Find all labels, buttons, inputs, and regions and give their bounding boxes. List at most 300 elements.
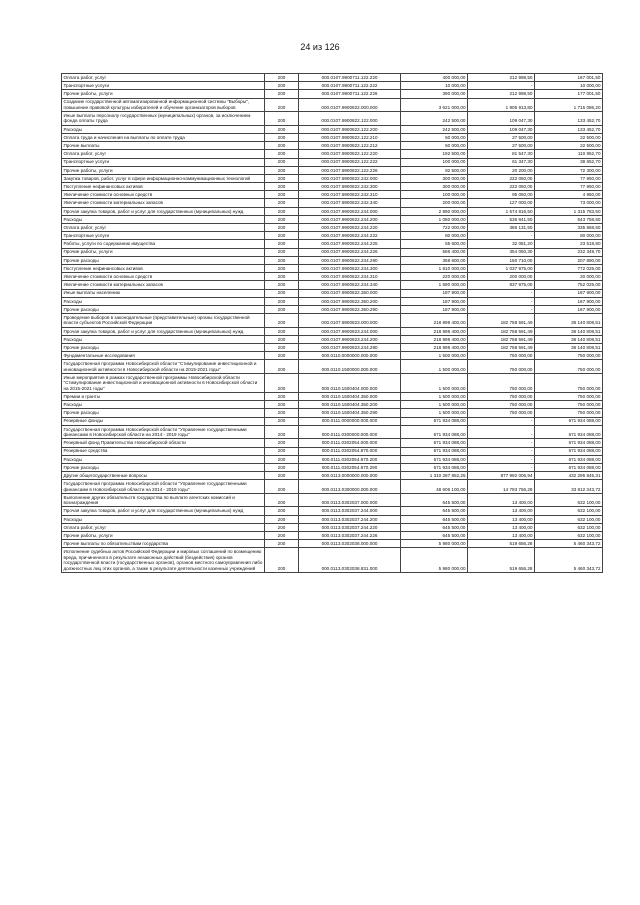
row-code-cell: 000.0111.0302054.870.000	[299, 447, 401, 455]
row-executed-cell: 150 710,00	[468, 256, 535, 264]
row-code-cell: 000.0111.0302054.870.290	[299, 463, 401, 471]
table-row	[62, 352, 603, 360]
row-approved-cell: 218 899 400,00	[401, 335, 468, 343]
table-row	[62, 507, 603, 515]
row-name-cell: Иные выплаты населению	[62, 289, 265, 297]
row-executed-cell: 750 000,00	[468, 374, 535, 393]
row-kvr-cell: 200	[265, 344, 299, 352]
row-name-cell: Расходы	[62, 455, 265, 463]
table-row	[62, 493, 603, 507]
row-kvr-cell: 200	[265, 166, 299, 174]
row-kvr-cell: 200	[265, 150, 299, 158]
row-name-cell: Прочие работы, услуги	[62, 248, 265, 256]
table-row	[62, 133, 603, 141]
row-approved-cell: 671 934 088,00	[401, 463, 468, 471]
row-name-cell: Поступление нефинансовых активов	[62, 264, 265, 272]
table-row	[62, 463, 603, 471]
row-remaining-cell: 77 950,00	[535, 174, 603, 182]
row-executed-cell: 750 000,00	[468, 393, 535, 401]
row-remaining-cell: 750 000,00	[535, 352, 603, 360]
row-remaining-cell: 543 758,50	[535, 215, 603, 223]
row-name-cell: Увеличение стоимости основных средств	[62, 191, 265, 199]
row-code-cell: 000.0107.9900822.122.212	[299, 142, 401, 150]
row-approved-cell: 187 900,00	[401, 289, 468, 297]
row-kvr-cell: 200	[265, 327, 299, 335]
row-name-cell: Резервный фонд Правительства Новосибирской области	[62, 439, 265, 447]
row-remaining-cell: 187 001,50	[535, 74, 603, 82]
table-row	[62, 417, 603, 425]
row-approved-cell: 671 934 088,00	[401, 439, 468, 447]
row-kvr-cell: 200	[265, 409, 299, 417]
row-code-cell: 000.0107.9900711.122.226	[299, 90, 401, 98]
row-approved-cell: 5 980 000,00	[401, 540, 468, 548]
row-code-cell: 000.0113.0000000.000.000	[299, 472, 401, 480]
row-kvr-cell: 200	[265, 224, 299, 232]
row-code-cell: 000.0107.9900823.244.000	[299, 327, 401, 335]
row-executed-cell: 877 992 006,94	[468, 472, 535, 480]
row-executed-cell: -	[468, 297, 535, 305]
table-row	[62, 374, 603, 393]
row-name-cell: Увеличение стоимости материальных запасов	[62, 281, 265, 289]
table-row	[62, 455, 603, 463]
row-kvr-cell: 200	[265, 98, 299, 112]
table-row	[62, 199, 603, 207]
row-remaining-cell: 671 934 088,00	[535, 463, 603, 471]
row-remaining-cell: 187 900,00	[535, 289, 603, 297]
row-executed-cell: 212 998,50	[468, 90, 535, 98]
row-name-cell: Резервные средства	[62, 447, 265, 455]
row-name-cell: Расходы	[62, 401, 265, 409]
row-executed-cell: 222 050,00	[468, 183, 535, 191]
row-name-cell: Транспортные услуги	[62, 158, 265, 166]
row-approved-cell: 358 600,00	[401, 256, 468, 264]
row-executed-cell: -	[468, 447, 535, 455]
row-name-cell: Государственная программа Новосибирской области "Стимулирование инвестиционной и инновационной активности в Новосибирской области на 2015-2021 годы"	[62, 360, 265, 374]
row-name-cell: Прочие расходы	[62, 463, 265, 471]
row-code-cell: 000.0107.9900822.242.000	[299, 174, 401, 182]
row-remaining-cell: 73 000,00	[535, 199, 603, 207]
row-code-cell: 000.0107.9900822.244.226	[299, 248, 401, 256]
row-remaining-cell: 10 000,00	[535, 82, 603, 90]
row-kvr-cell: 200	[265, 256, 299, 264]
row-approved-cell: 1 500 000,00	[401, 360, 468, 374]
budget-table	[61, 73, 603, 573]
table-row	[62, 281, 603, 289]
row-approved-cell: 218 899 400,00	[401, 327, 468, 335]
row-kvr-cell: 200	[265, 305, 299, 313]
row-code-cell: 000.0113.0302037.244.226	[299, 532, 401, 540]
row-name-cell: Иные выплаты персоналу государственных (муниципальных) органов, за исключением фонда оплаты труда	[62, 112, 265, 126]
row-kvr-cell: 200	[265, 289, 299, 297]
row-approved-cell: 5 980 000,00	[401, 548, 468, 572]
row-executed-cell: 13 400,00	[468, 523, 535, 531]
row-executed-cell: 750 000,00	[468, 401, 535, 409]
row-code-cell: 000.0110.1500000.000.000	[299, 360, 401, 374]
row-approved-cell: 645 500,00	[401, 532, 468, 540]
row-name-cell: Расходы	[62, 297, 265, 305]
row-executed-cell: 127 000,00	[468, 199, 535, 207]
row-code-cell: 000.0107.9900822.244.340	[299, 281, 401, 289]
table-row	[62, 90, 603, 98]
row-kvr-cell: 200	[265, 360, 299, 374]
row-approved-cell: 2 890 000,00	[401, 207, 468, 215]
row-code-cell: 000.0107.9900822.242.310	[299, 191, 401, 199]
row-kvr-cell: 200	[265, 532, 299, 540]
row-code-cell: 000.0110.1500404.350.000	[299, 393, 401, 401]
row-code-cell: 000.0107.9900822.122.000	[299, 112, 401, 126]
row-approved-cell: 242 500,00	[401, 125, 468, 133]
row-kvr-cell: 200	[265, 158, 299, 166]
row-approved-cell: 200 000,00	[401, 199, 468, 207]
row-approved-cell: 722 000,00	[401, 224, 468, 232]
row-approved-cell: 400 000,00	[401, 74, 468, 82]
row-approved-cell: 645 500,00	[401, 523, 468, 531]
row-remaining-cell: 187 900,00	[535, 297, 603, 305]
row-remaining-cell: 20 000,00	[535, 273, 603, 281]
table-row	[62, 142, 603, 150]
row-kvr-cell: 200	[265, 240, 299, 248]
row-approved-cell: 300 000,00	[401, 174, 468, 182]
row-code-cell: 000.0111.0300000.000.000	[299, 425, 401, 439]
row-remaining-cell: 33 812 343,72	[535, 480, 603, 494]
row-executed-cell: 27 500,00	[468, 142, 535, 150]
table-row	[62, 112, 603, 126]
row-executed-cell: 750 000,00	[468, 360, 535, 374]
row-executed-cell: 182 758 591,49	[468, 344, 535, 352]
row-code-cell: 000.0110.1500404.350.290	[299, 409, 401, 417]
row-remaining-cell: 1 715 086,20	[535, 98, 603, 112]
row-approved-cell: 92 500,00	[401, 166, 468, 174]
row-executed-cell: -	[468, 439, 535, 447]
row-code-cell: 000.0107.9900823.244.290	[299, 344, 401, 352]
row-kvr-cell: 200	[265, 191, 299, 199]
table-row	[62, 125, 603, 133]
table-row	[62, 82, 603, 90]
row-code-cell: 000.0110.1500404.000.000	[299, 374, 401, 393]
row-code-cell: 000.0107.9900823.244.200	[299, 335, 401, 343]
row-kvr-cell: 200	[265, 417, 299, 425]
row-executed-cell: 81 547,30	[468, 150, 535, 158]
row-code-cell: 000.0107.9900822.360.200	[299, 297, 401, 305]
row-executed-cell: 13 400,00	[468, 507, 535, 515]
row-kvr-cell: 200	[265, 455, 299, 463]
row-executed-cell: 536 841,50	[468, 215, 535, 223]
row-kvr-cell: 200	[265, 215, 299, 223]
row-code-cell: 000.0113.0302037.244.220	[299, 523, 401, 531]
row-kvr-cell: 200	[265, 374, 299, 393]
row-approved-cell: 187 900,00	[401, 297, 468, 305]
row-name-cell: Оплата работ, услуг	[62, 74, 265, 82]
row-executed-cell: 14 793 756,28	[468, 480, 535, 494]
row-kvr-cell: 200	[265, 515, 299, 523]
row-kvr-cell: 200	[265, 183, 299, 191]
row-executed-cell: 750 000,00	[468, 409, 535, 417]
row-name-cell: Увеличение стоимости материальных запасов	[62, 199, 265, 207]
row-name-cell: Закупка товаров, работ, услуг в сфере информационно-коммуникационных технологий	[62, 174, 265, 182]
row-name-cell: Премии и гранты	[62, 393, 265, 401]
row-name-cell: Прочие расходы	[62, 409, 265, 417]
row-remaining-cell: 752 025,00	[535, 281, 603, 289]
row-code-cell: 000.0111.0302054.000.000	[299, 439, 401, 447]
row-executed-cell: 386 131,50	[468, 224, 535, 232]
row-approved-cell: 671 934 088,00	[401, 425, 468, 439]
table-row	[62, 439, 603, 447]
row-kvr-cell: 200	[265, 273, 299, 281]
table-body	[62, 74, 603, 573]
row-executed-cell: 13 400,00	[468, 532, 535, 540]
row-approved-cell: 192 500,00	[401, 150, 468, 158]
row-approved-cell: 3 621 000,00	[401, 98, 468, 112]
row-executed-cell: 32 081,20	[468, 240, 535, 248]
row-approved-cell: 1 310 287 852,25	[401, 472, 468, 480]
row-approved-cell: 242 500,00	[401, 112, 468, 126]
row-remaining-cell: 671 934 088,00	[535, 439, 603, 447]
table-row	[62, 98, 603, 112]
row-executed-cell: -	[468, 425, 535, 439]
row-name-cell: Прочая закупка товаров, работ и услуг для государственных (муниципальных) нужд	[62, 327, 265, 335]
row-name-cell: Прочие расходы	[62, 256, 265, 264]
table-row	[62, 174, 603, 182]
row-executed-cell: 519 656,28	[468, 548, 535, 572]
row-code-cell: 000.0113.0302038.831.000	[299, 548, 401, 572]
row-approved-cell: 1 500 000,00	[401, 352, 468, 360]
row-name-cell: Создание государственной автоматизированной информационной системы "Выборы", повышение правовой культуры избирателей и обучение организаторов выборов	[62, 98, 265, 112]
row-kvr-cell: 200	[265, 74, 299, 82]
row-remaining-cell: 632 100,00	[535, 507, 603, 515]
row-kvr-cell: 200	[265, 480, 299, 494]
table-row	[62, 548, 603, 572]
row-kvr-cell: 200	[265, 264, 299, 272]
row-remaining-cell: 5 460 343,72	[535, 540, 603, 548]
row-name-cell: Увеличение стоимости основных средств	[62, 273, 265, 281]
row-remaining-cell: 36 140 808,51	[535, 344, 603, 352]
row-kvr-cell: 200	[265, 493, 299, 507]
row-kvr-cell: 200	[265, 232, 299, 240]
row-remaining-cell: 232 349,70	[535, 248, 603, 256]
row-executed-cell: -	[468, 417, 535, 425]
row-executed-cell: -	[468, 305, 535, 313]
table-row	[62, 158, 603, 166]
row-kvr-cell: 200	[265, 174, 299, 182]
row-approved-cell: 48 606 100,00	[401, 480, 468, 494]
row-kvr-cell: 200	[265, 439, 299, 447]
row-code-cell: 000.0107.9900822.242.300	[299, 183, 401, 191]
row-remaining-cell: 671 934 088,00	[535, 447, 603, 455]
row-executed-cell: -	[468, 289, 535, 297]
row-name-cell: Другие общегосударственные вопросы	[62, 472, 265, 480]
row-approved-cell: 1 500 000,00	[401, 409, 468, 417]
table-row	[62, 74, 603, 82]
row-executed-cell: -	[468, 232, 535, 240]
row-code-cell: 000.0113.0300000.000.000	[299, 480, 401, 494]
row-kvr-cell: 200	[265, 142, 299, 150]
row-name-cell: Проведение выборов в законодательные (представительные) органы государственной власти субъектов Российской Федерации	[62, 314, 265, 328]
table-row	[62, 480, 603, 494]
table-row	[62, 472, 603, 480]
row-approved-cell: 55 600,00	[401, 240, 468, 248]
row-executed-cell: 837 975,00	[468, 281, 535, 289]
row-kvr-cell: 200	[265, 335, 299, 343]
row-name-cell: Иные мероприятия в рамках государственной программы Новосибирской области "Стимулирование инвестиционной и инновационной активности в Новосибирской области на 2015-2021 годы"	[62, 374, 265, 393]
table-row	[62, 273, 603, 281]
row-name-cell: Прочие расходы	[62, 344, 265, 352]
table-row	[62, 248, 603, 256]
row-remaining-cell: 750 000,00	[535, 374, 603, 393]
row-kvr-cell: 200	[265, 447, 299, 455]
row-remaining-cell: 36 140 808,51	[535, 327, 603, 335]
table-row	[62, 532, 603, 540]
row-approved-cell: 220 000,00	[401, 273, 468, 281]
row-kvr-cell: 200	[265, 425, 299, 439]
row-approved-cell: 218 899 400,00	[401, 314, 468, 328]
row-name-cell: Транспортные услуги	[62, 232, 265, 240]
row-executed-cell: 109 047,30	[468, 112, 535, 126]
table-row	[62, 191, 603, 199]
row-remaining-cell: 5 460 343,72	[535, 548, 603, 572]
row-remaining-cell: 80 000,00	[535, 232, 603, 240]
row-code-cell: 000.0107.9900822.360.290	[299, 305, 401, 313]
table-row	[62, 327, 603, 335]
row-remaining-cell: 632 100,00	[535, 493, 603, 507]
row-approved-cell: 80 000,00	[401, 232, 468, 240]
row-approved-cell: 300 000,00	[401, 183, 468, 191]
row-code-cell: 000.0107.9900823.000.000	[299, 314, 401, 328]
row-name-cell: Расходы	[62, 515, 265, 523]
row-name-cell: Выполнение других обязательств государства по выплате агентских комиссий и вознаграждения	[62, 493, 265, 507]
row-executed-cell: 13 400,00	[468, 493, 535, 507]
row-executed-cell: -	[468, 82, 535, 90]
table-row	[62, 314, 603, 328]
row-executed-cell: 1 574 816,50	[468, 207, 535, 215]
row-kvr-cell: 200	[265, 401, 299, 409]
row-kvr-cell: 200	[265, 125, 299, 133]
row-name-cell: Транспортные услуги	[62, 82, 265, 90]
row-approved-cell: 1 500 000,00	[401, 374, 468, 393]
row-kvr-cell: 200	[265, 463, 299, 471]
table-row	[62, 515, 603, 523]
table-row	[62, 215, 603, 223]
row-name-cell: Поступление нефинансовых активов	[62, 183, 265, 191]
row-name-cell: Расходы	[62, 215, 265, 223]
table-row	[62, 401, 603, 409]
row-code-cell: 000.0107.9900822.360.000	[299, 289, 401, 297]
row-code-cell: 000.0107.9900822.242.340	[299, 199, 401, 207]
row-kvr-cell: 200	[265, 207, 299, 215]
row-name-cell: Оплата труда и начисления на выплаты по оплате труда	[62, 133, 265, 141]
row-code-cell: 000.0113.0302037.244.200	[299, 515, 401, 523]
row-name-cell: Прочие выплаты по обязательствам государства	[62, 540, 265, 548]
row-executed-cell: 61 347,30	[468, 158, 535, 166]
row-kvr-cell: 200	[265, 507, 299, 515]
row-name-cell: Государственная программа Новосибирской области "Управление государственными финансами в Новосибирской области на 2014 - 2019 годы"	[62, 425, 265, 439]
row-remaining-cell: 671 934 088,00	[535, 417, 603, 425]
row-remaining-cell: 1 315 783,50	[535, 207, 603, 215]
row-remaining-cell: 671 934 088,00	[535, 425, 603, 439]
row-executed-cell: -	[468, 463, 535, 471]
row-code-cell: 000.0107.9900822.244.290	[299, 256, 401, 264]
row-executed-cell: 1 905 913,80	[468, 98, 535, 112]
row-remaining-cell: 750 000,00	[535, 393, 603, 401]
row-executed-cell: 109 047,30	[468, 125, 535, 133]
row-code-cell: 000.0107.9900822.244.222	[299, 232, 401, 240]
row-approved-cell: 1 500 000,00	[401, 393, 468, 401]
row-code-cell: 000.0107.9900822.244.225	[299, 240, 401, 248]
table-row	[62, 183, 603, 191]
row-kvr-cell: 200	[265, 82, 299, 90]
table-row	[62, 289, 603, 297]
row-executed-cell: -	[468, 455, 535, 463]
row-code-cell: 000.0107.9900822.122.222	[299, 158, 401, 166]
row-remaining-cell: 432 295 845,31	[535, 472, 603, 480]
row-remaining-cell: 335 868,50	[535, 224, 603, 232]
row-executed-cell: 519 656,28	[468, 540, 535, 548]
row-kvr-cell: 200	[265, 314, 299, 328]
row-name-cell: Работы, услуги по содержанию имущества	[62, 240, 265, 248]
row-remaining-cell: 133 452,70	[535, 125, 603, 133]
row-kvr-cell: 200	[265, 133, 299, 141]
table-row	[62, 425, 603, 439]
row-approved-cell: 645 500,00	[401, 493, 468, 507]
row-name-cell: Прочая закупка товаров, работ и услуг для государственных (муниципальных) нужд	[62, 507, 265, 515]
row-executed-cell: 182 758 591,49	[468, 327, 535, 335]
row-name-cell: Исполнение судебных актов Российской Федерации и мировых соглашений по возмещению вреда, причиненного в результате незаконных действий (бездействия) органов государственной власти (государственных органов), органов местного самоуправления либо должностных лиц этих органов, а также в результате деятельности казенных учреждений	[62, 548, 265, 572]
row-executed-cell: 27 500,00	[468, 133, 535, 141]
row-approved-cell: 1 810 000,00	[401, 264, 468, 272]
table-row	[62, 409, 603, 417]
row-executed-cell: 13 400,00	[468, 515, 535, 523]
row-approved-cell: 100 000,00	[401, 158, 468, 166]
table-row	[62, 523, 603, 531]
row-remaining-cell: 22 500,00	[535, 142, 603, 150]
row-code-cell: 000.0107.9900822.122.226	[299, 166, 401, 174]
table-row	[62, 297, 603, 305]
row-code-cell: 000.0107.9900822.244.220	[299, 224, 401, 232]
table-row	[62, 224, 603, 232]
row-name-cell: Расходы	[62, 335, 265, 343]
row-approved-cell: 50 000,00	[401, 133, 468, 141]
row-remaining-cell: 4 950,00	[535, 191, 603, 199]
row-executed-cell: 20 200,00	[468, 166, 535, 174]
row-approved-cell: 586 400,00	[401, 248, 468, 256]
row-remaining-cell: 23 518,80	[535, 240, 603, 248]
row-code-cell: 000.0113.0302037.244.000	[299, 507, 401, 515]
row-executed-cell: 750 000,00	[468, 352, 535, 360]
row-name-cell: Прочая закупка товаров, работ и услуг для государственных (муниципальных) нужд	[62, 207, 265, 215]
table-row	[62, 344, 603, 352]
row-executed-cell: 182 758 591,49	[468, 314, 535, 328]
row-remaining-cell: 177 001,50	[535, 90, 603, 98]
row-code-cell: 000.0110.0000000.000.000	[299, 352, 401, 360]
table-row	[62, 256, 603, 264]
table-row	[62, 207, 603, 215]
table-row	[62, 540, 603, 548]
row-remaining-cell: 632 100,00	[535, 523, 603, 531]
row-name-cell: Прочие расходы	[62, 305, 265, 313]
row-remaining-cell: 187 900,00	[535, 305, 603, 313]
row-kvr-cell: 200	[265, 523, 299, 531]
row-remaining-cell: 110 952,70	[535, 150, 603, 158]
row-kvr-cell: 200	[265, 248, 299, 256]
row-approved-cell: 1 590 000,00	[401, 281, 468, 289]
row-executed-cell: 1 037 975,00	[468, 264, 535, 272]
row-kvr-cell: 200	[265, 297, 299, 305]
row-code-cell: 000.0107.9900711.122.220	[299, 74, 401, 82]
table-row	[62, 150, 603, 158]
row-remaining-cell: 36 140 808,51	[535, 314, 603, 328]
row-code-cell: 000.0113.0302037.000.000	[299, 493, 401, 507]
row-remaining-cell: 750 000,00	[535, 401, 603, 409]
row-code-cell: 000.0107.9900711.122.222	[299, 82, 401, 90]
